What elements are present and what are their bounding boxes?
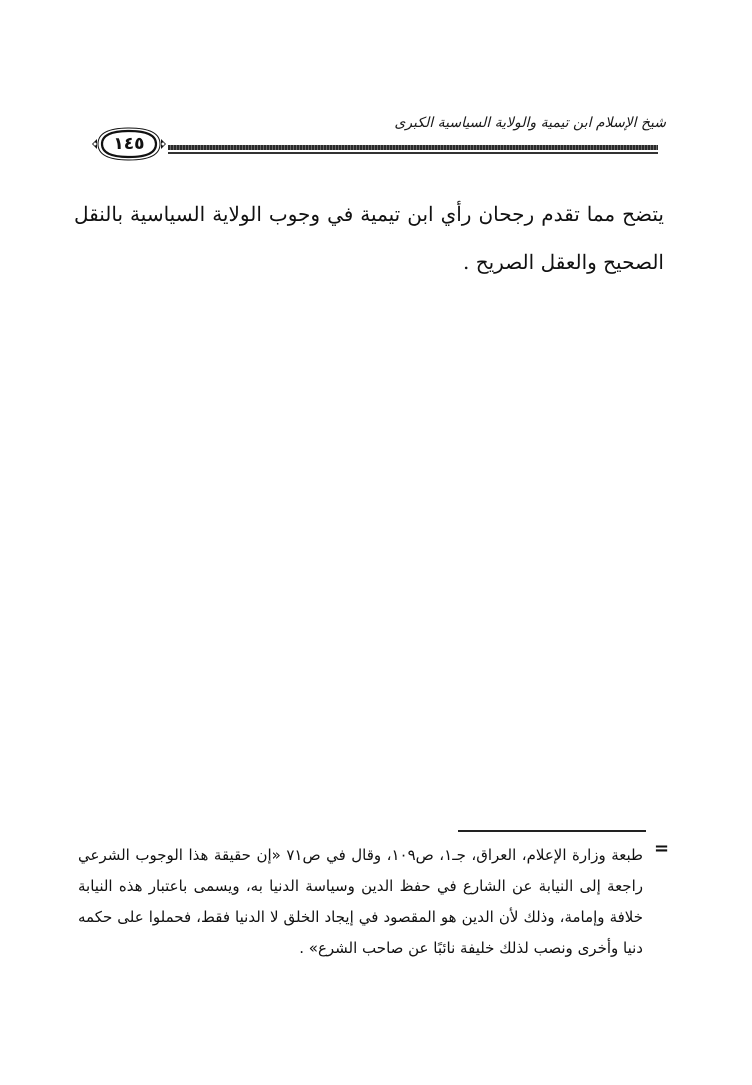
page-number: ١٤٥ [113, 134, 145, 154]
footnote-divider [458, 830, 646, 832]
header-divider [168, 143, 658, 157]
body-paragraph: يتضح مما تقدم رجحان رأي ابن تيمية في وجوب الولاية السياسية بالنقل الصحيح والعقل الصريح . [74, 202, 664, 274]
running-header-title: شيخ الإسلام ابن تيمية والولاية السياسية الكبرى [394, 115, 666, 131]
footnote-continuation-mark: = [654, 838, 670, 859]
page-number-badge [92, 127, 166, 161]
footnote-text: طبعة وزارة الإعلام، العراق، جـ١، ص١٠٩، وقال في ص٧١ «إن حقيقة هذا الوجوب الشرعي راجعة إلى النيابة عن الشارع في حفظ الدين وسياسة الدنيا به، ويسمى باعتبار هذه النيابة خلافة وإمامة، وذلك لأن الدين هو المقصود في إيجاد الخلق لا الدنيا فقط، فحملوا على حكمه دنيا وأخرى ونصب لذلك خليفة نائبًا عن صاحب الشرع» . [78, 846, 643, 957]
